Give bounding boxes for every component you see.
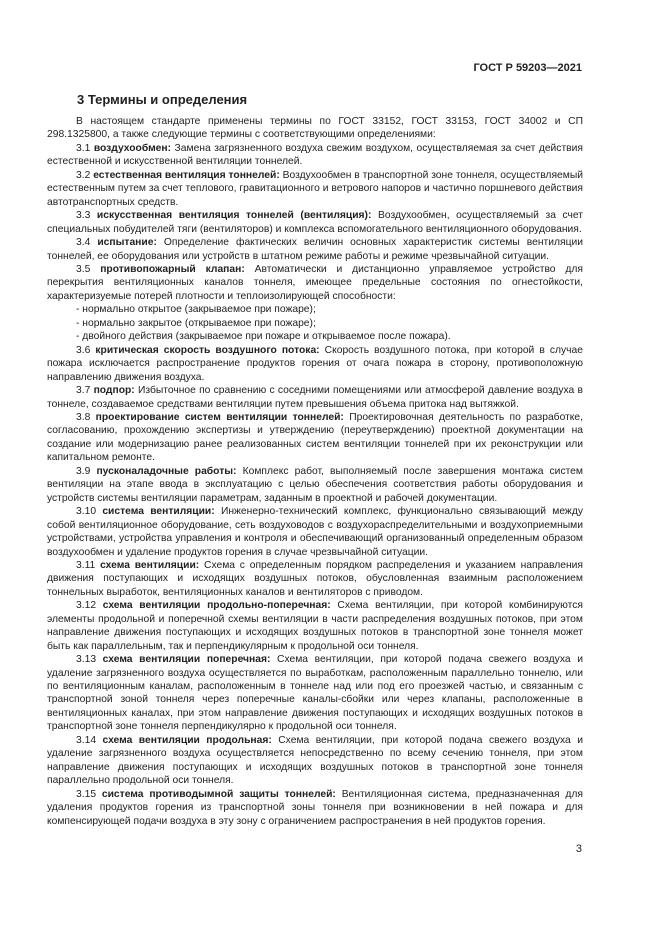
term-title: схема вентиляции продольно-поперечная: <box>102 600 331 612</box>
term-definition: Схема вентиляции, при которой подача свежего воздуха и удаление загрязненного воздуха осуществляется по выработкам, расположенным параллельно тоннелю, или по вентиляционным каналам, расположенным в тоннеле над или под его проезжей частью, и связанным с транспортной зоной тоннеля через поперечные каналы-сбойки или через клапаны, расположенные в вентиляционных каналах, при этом направление движения поступающих и исходящих воздушных потоков в транспортной зоне тоннеля перпендикулярно к продольной оси тоннеля. <box>47 654 583 733</box>
term-3-4: 3.4 испытание: Определение фактических величин основных характеристик системы вентиляции тоннелей, ее оборудования или устройств в штатном режиме работы и режиме чрезвычайной ситуации. <box>47 237 583 262</box>
term-title: система противодымной защиты тоннелей: <box>101 788 336 800</box>
list-item: - нормально закрытое (открываемое при пожаре); <box>47 317 583 330</box>
term-definition: Автоматически и дистанционно управляемое устройство для перекрытия вентиляционных каналов тоннеля, имеющее предельные состояния по огнестойкости, характеризуемые потерей плотности и теплоизолирующей способности: <box>47 263 583 302</box>
term-3-7: 3.7 подпор: Избыточное по сравнению с соседними помещениями или атмосферой давление воздуха в тоннеле, создаваемое средствами вентиляции путем превышения объема притока над вытяжкой. <box>47 385 583 410</box>
term-3-3: 3.3 искусственная вентиляция тоннелей (вентиляция): Воздухообмен, осуществляемый за счет специальных побудителей тяги (вентиляторов) и комплекса вспомогательного вентиляционного оборудования. <box>47 210 583 235</box>
term-definition: Инженерно-технический комплекс, функционально связывающий между собой вентиляционное оборудование, сеть воздуховодов с воздухораспределительными и воздухоприемными устройствами, устройства управления и контроля и обеспечивающий организованный определенным образом воздухообмен и удаление продуктов горения в случае чрезвычайной ситуации. <box>47 506 583 558</box>
term-3-8: 3.8 проектирование систем вентиляции тоннелей: Проектировочная деятельность по разработке, согласованию, прохождению экспертизы и утверждению (переутверждению) проектной документации на создание или модернизацию ранее реализованных систем вентиляции тоннелей при их реконструкции или капитальном ремонте. <box>47 411 583 464</box>
term-definition: Схема вентиляции, при которой комбинируются элементы продольной и поперечной схемы вентиляции в части распределения воздушных потоков, при этом направление движения поступающих и исходящих воздушных потоков в транспортной зоне тоннеля может быть как параллельным, так и перпендикулярным к продольной оси тоннеля. <box>47 600 583 652</box>
section-title: 3 Термины и определения <box>77 92 248 107</box>
term-definition: Скорость воздушного потока, при которой в случае пожара исключается распространение продуктов горения от очага пожара в сторону, противоположную направлению движения воздуха. <box>47 344 584 383</box>
standard-code: ГОСТ Р 59203—2021 <box>473 62 582 74</box>
document-body <box>47 115 583 828</box>
term-3-2: 3.2 естественная вентиляция тоннелей: Воздухообмен в транспортной зоне тоннеля, осуществляемый естественным путем за счет теплового, гравитационного и ветрового напоров и частично поршневого действия автотранспортных средств. <box>47 169 583 208</box>
term-3-10: 3.10 система вентиляции: Инженерно-технический комплекс, функционально связывающий между собой вентиляционное оборудование, сеть воздуховодов с воздухораспределительными и воздухоприемными устройствами, устройства управления и контроля и обеспечивающий организованный определенным образом воздухообмен и удаление продуктов горения в случае чрезвычайной ситуации. <box>47 506 583 558</box>
list-item: - нормально открытое (закрываемое при пожаре); <box>47 303 583 316</box>
term-title: система вентиляции: <box>102 506 215 518</box>
term-3-6: 3.6 критическая скорость воздушного потока: Скорость воздушного потока, при которой в случае пожара исключается распространение продуктов горения от очага пожара в сторону, противоположную направлению движения воздуха. <box>47 344 584 383</box>
term-title: критическая скорость воздушного потока: <box>95 344 320 356</box>
term-title: естественная вентиляция тоннелей: <box>93 169 280 181</box>
term-3-5: 3.5 противопожарный клапан: Автоматически и дистанционно управляемое устройство для перекрытия вентиляционных каналов тоннеля, имеющее предельные состояния по огнестойкости, характеризуемые потерей плотности и теплоизолирующей способности: <box>47 263 583 302</box>
term-title: противопожарный клапан: <box>100 263 245 275</box>
list-item: - двойного действия (закрываемое при пожаре и открываемое после пожара). <box>47 330 583 343</box>
term-definition: Замена загрязненного воздуха свежим воздухом, осуществляемая за счет действия естественной и искусственной вентиляции тоннелей. <box>47 142 583 168</box>
intro-paragraph: В настоящем стандарте применены термины по ГОСТ 33152, ГОСТ 33153, ГОСТ 34002 и СП 298.1325800, а также следующие термины с соответствующими определениями: <box>47 116 583 141</box>
valve-states-list <box>47 303 583 343</box>
term-3-12: 3.12 схема вентиляции продольно-поперечная: Схема вентиляции, при которой комбинируются элементы продольной и поперечной схемы вентиляции в части распределения воздушных потоков, при этом направление движения поступающих и исходящих воздушных потоков в транспортной зоне тоннеля может быть как параллельным, так и перпендикулярным к продольной оси тоннеля. <box>47 600 583 652</box>
term-title: схема вентиляции: <box>100 559 200 571</box>
term-title: воздухообмен: <box>93 142 172 154</box>
term-title: подпор: <box>93 385 135 397</box>
term-3-11: 3.11 схема вентиляции: Схема с определенным порядком распределения и указанием направления движения поступающих и исходящих воздушных потоков, обусловленная взаимным расположением тоннельных выработок, вентиляционных каналов и вентиляторов с приводом. <box>47 559 584 598</box>
term-definition: Схема с определенным порядком распределения и указанием направления движения поступающих и исходящих воздушных потоков, обусловленная взаимным расположением тоннельных выработок, вентиляционных каналов и вентиляторов с приводом. <box>47 559 584 598</box>
term-3-15: 3.15 система противодымной защиты тоннелей: Вентиляционная система, предназначенная для удаления продуктов горения из транспортной зоны тоннеля при возникновении в ней пожара и для компенсирующей подачи воздуха в эту зону с ограничением распространения в ней продуктов горения. <box>47 788 583 827</box>
term-definition: Воздухообмен в транспортной зоне тоннеля, осуществляемый естественным путем за счет теплового, гравитационного и ветрового напоров и частично поршневого действия автотранспортных средств. <box>47 169 583 208</box>
term-title: схема вентиляции поперечная: <box>102 654 271 666</box>
term-3-13: 3.13 схема вентиляции поперечная: Схема вентиляции, при которой подача свежего воздуха и удаление загрязненного воздуха осуществляется по выработкам, расположенным параллельно тоннелю, или по вентиляционным каналам, расположенным в тоннеле над или под его проезжей частью, и связанным с транспортной зоной тоннеля через поперечные каналы-сбойки или через клапаны, расположенные в вентиляционных каналах, при этом направление движения поступающих и исходящих воздушных потоков в транспортной зоне тоннеля перпендикулярно к продольной оси тоннеля. <box>47 654 583 733</box>
term-definition: Схема вентиляции, при которой подача свежего воздуха и удаление загрязненного воздуха осуществляется непосредственно по всему сечению тоннеля, при этом направление движения поступающих и исходящих воздушных потоков в транспортной зоне тоннеля параллельно продольной оси тоннеля. <box>47 734 583 787</box>
term-definition: Воздухообмен, осуществляемый за счет специальных побудителей тяги (вентиляторов) и комплекса вспомогательного вентиляционного оборудования. <box>47 210 583 235</box>
term-definition: Вентиляционная система, предназначенная для удаления продуктов горения из транспортной зоны тоннеля при возникновении в ней пожара и для компенсирующей подачи воздуха в эту зону с ограничением распространения в ней продуктов горения. <box>47 788 583 827</box>
term-3-1: 3.1 воздухообмен: Замена загрязненного воздуха свежим воздухом, осуществляемая за счет действия естественной и искусственной вентиляции тоннелей. <box>47 142 583 168</box>
term-title: пусконаладочные работы: <box>96 465 237 477</box>
term-3-14: 3.14 схема вентиляции продольная: Схема вентиляции, при которой подача свежего воздуха и удаление загрязненного воздуха осуществляется непосредственно по всему сечению тоннеля, при этом направление движения поступающих и исходящих воздушных потоков в транспортной зоне тоннеля параллельно продольной оси тоннеля. <box>47 734 583 787</box>
term-definition: Определение фактических величин основных характеристик системы вентиляции тоннелей, ее оборудования или устройств в штатном режиме работы и режиме чрезвычайной ситуации. <box>47 237 583 262</box>
term-title: проектирование систем вентиляции тоннелей: <box>95 411 344 423</box>
term-3-9: 3.9 пусконаладочные работы: Комплекс работ, выполняемый после завершения монтажа систем вентиляции на этапе ввода в эксплуатацию с целью обеспечения соответствия работы оборудования и устройств системы вентиляции параметрам, заданным в проектной и рабочей документации. <box>47 465 583 504</box>
term-definition: Избыточное по сравнению с соседними помещениями или атмосферой давление воздуха в тоннеле, создаваемое средствами вентиляции путем превышения объема притока над вытяжкой. <box>47 385 583 410</box>
term-title: искусственная вентиляция тоннелей (вентиляция): <box>96 210 372 222</box>
page-number: 3 <box>575 843 582 855</box>
term-title: испытание: <box>97 237 157 249</box>
term-title: схема вентиляции продольная: <box>102 734 272 746</box>
term-definition: Проектировочная деятельность по разработке, согласованию, прохождению экспертизы и утверждению (переутверждению) проектной документации на создание или модернизацию ранее реализованных систем вентиляции тоннелей при их реконструкции или капитальном ремонте. <box>47 411 583 464</box>
term-definition: Комплекс работ, выполняемый после завершения монтажа систем вентиляции на этапе ввода в эксплуатацию с целью обеспечения соответствия работы оборудования и устройств системы вентиляции параметрам, заданным в проектной и рабочей документации. <box>47 465 583 504</box>
